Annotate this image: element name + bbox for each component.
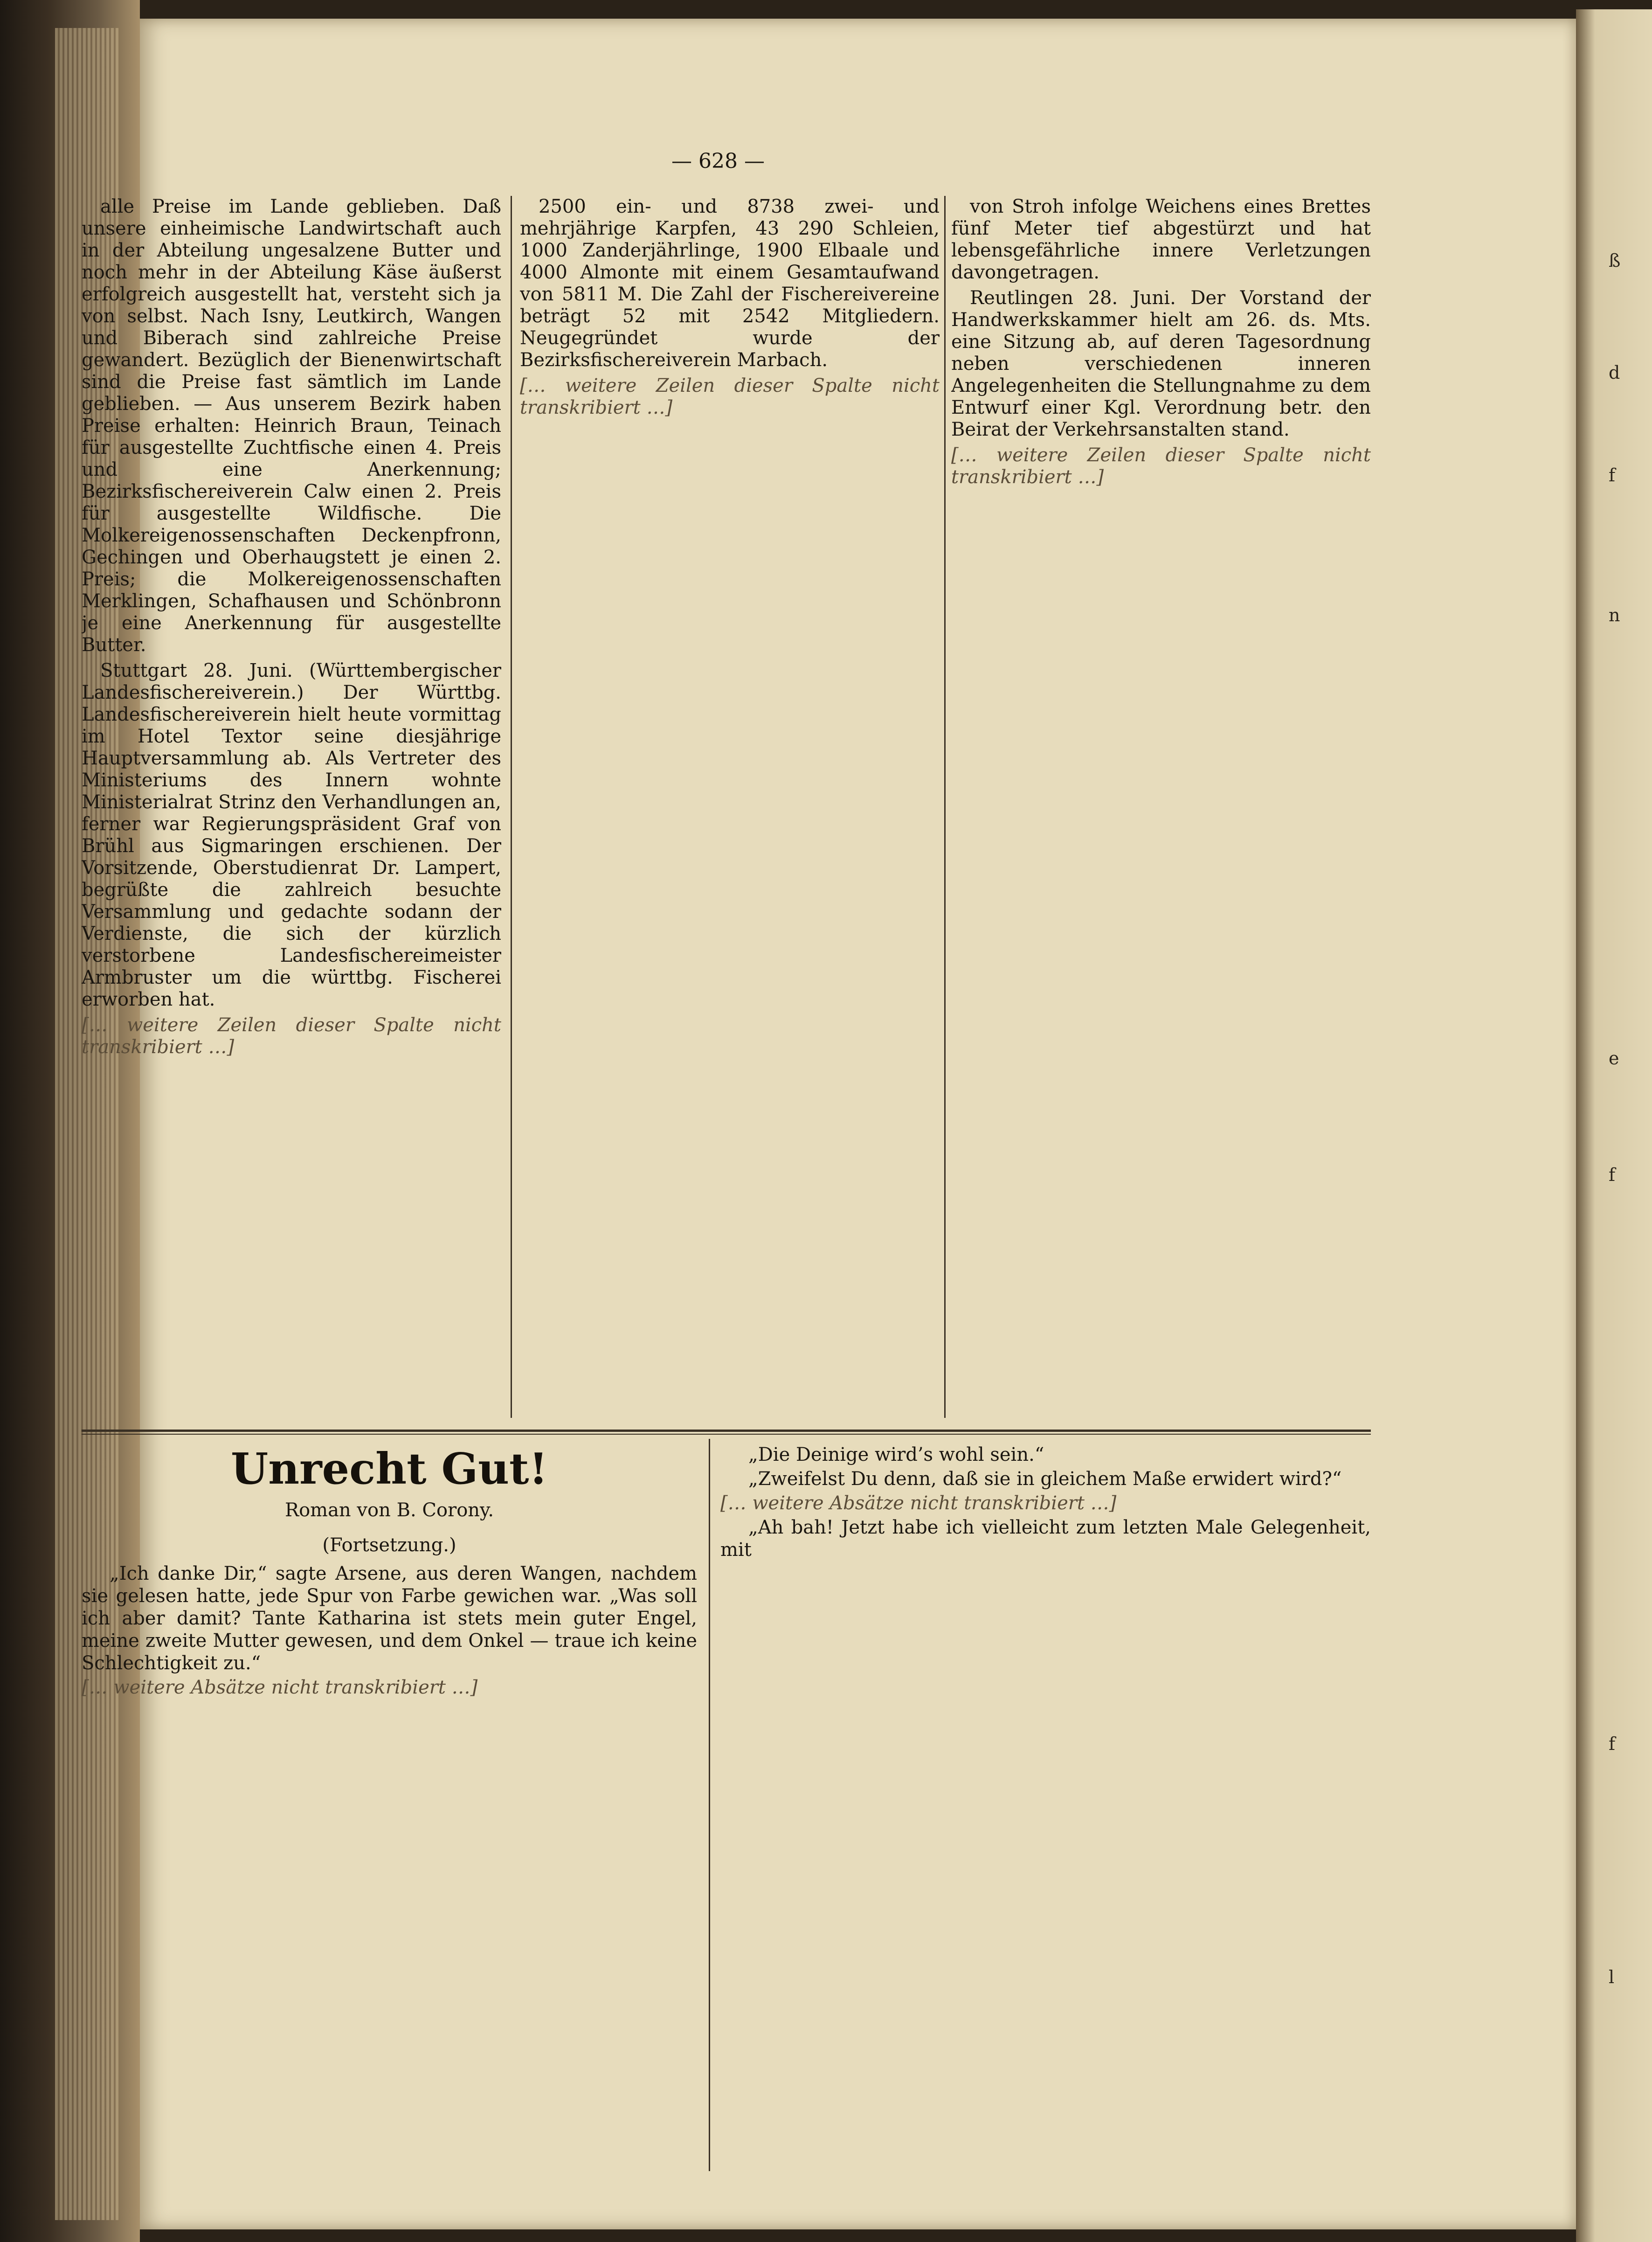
news-paragraph: [… weitere Zeilen dieser Spalte nicht transkribiert …] — [520, 375, 940, 418]
novel-column-1 — [82, 1562, 697, 2169]
page-number: — 628 — — [671, 149, 765, 173]
news-paragraph: [… weitere Zeilen dieser Spalte nicht transkribiert …] — [951, 444, 1371, 488]
news-paragraph: von Stroh infolge Weichens eines Brettes fünf Meter tief abgestürzt und hat lebensgefährliche innere Verletzungen davongetragen. — [951, 196, 1371, 283]
facing-page-fragment: f — [1609, 1165, 1616, 1185]
news-column-2 — [520, 196, 940, 1418]
column-divider — [511, 196, 512, 1418]
novel-author: Roman von B. Corony. — [284, 1499, 494, 1521]
news-column-3 — [951, 196, 1371, 1418]
section-divider — [82, 1430, 1371, 1432]
section-divider-thin — [82, 1434, 1371, 1435]
novel-continuation-note: (Fortsetzung.) — [322, 1534, 456, 1556]
novel-paragraph: [… weitere Absätze nicht transkribiert …] — [720, 1492, 1117, 1514]
novel-title: Unrecht Gut! — [231, 1444, 548, 1494]
news-paragraph: [… weitere Zeilen dieser Spalte nicht transkribiert …] — [82, 1014, 501, 1058]
facing-page-fragment: n — [1609, 605, 1620, 625]
novel-paragraph: „Zweifelst Du denn, daß sie in gleichem Maße erwidert wird?“ — [748, 1468, 1342, 1490]
facing-page-fragment: d — [1609, 362, 1620, 383]
facing-page-fragment: f — [1609, 465, 1616, 486]
news-column-1 — [82, 196, 501, 1418]
column-divider — [944, 196, 946, 1418]
facing-page-fragment: l — [1609, 1967, 1615, 1987]
facing-page-fragment: ß — [1609, 250, 1621, 271]
facing-page-fragment: f — [1609, 1734, 1616, 1754]
novel-paragraph: „Ah bah! Jetzt habe ich vielleicht zum letzten Male Gelegenheit, mit — [720, 1517, 1371, 1561]
news-paragraph: Reutlingen 28. Juni. Der Vorstand der Handwerkskammer hielt am 26. ds. Mts. eine Sitzung ab, auf deren Tagesordnung neben verschiedenen inneren Angelegenheiten die Stellungnahme zu dem Entwurf einer Kgl. Verordnung betr. den Beirat der Verkehrsanstalten stand. — [951, 287, 1371, 440]
novel-paragraph: „Die Deinige wird’s wohl sein.“ — [748, 1444, 1044, 1465]
news-paragraph: 2500 ein- und 8738 zwei- und mehrjährige Karpfen, 43 290 Schleien, 1000 Zanderjährlinge, 1900 Elbaale und 4000 Almonte mit einem Gesamtaufwand von 5811 M. Die Zahl der Fischereivereine beträgt 52 mit 2542 Mitgliedern. Neugegründet wurde der Bezirksfischereiverein Marbach. — [520, 196, 940, 371]
novel-paragraph: [… weitere Absätze nicht transkribiert …] — [82, 1677, 478, 1698]
news-paragraph: Stuttgart 28. Juni. (Württembergischer Landesfischereiverein.) Der Württbg. Landesfischereiverein hielt heute vormittag im Hotel Textor seine diesjährige Hauptversammlung ab. Als Vertreter des Ministeriums des Innern wohnte Ministerialrat Strinz den Verhandlungen an, ferner war Regierungspräsident Graf von Brühl aus Sigmaringen erschienen. Der Vorsitzende, Oberstudienrat Dr. Lampert, begrüßte die zahlreich besuchte Versammlung und gedachte sodann der Verdienste, die sich der kürzlich verstorbene Landesfischereimeister Armbruster um die württbg. Fischerei erworben hat. — [82, 660, 501, 1010]
novel-column-divider — [709, 1439, 710, 2171]
facing-page-fragment: e — [1609, 1048, 1619, 1069]
novel-column-2 — [720, 1444, 1371, 2171]
novel-paragraph: „Ich danke Dir,“ sagte Arsene, aus deren Wangen, nachdem sie gelesen hatte, jede Spur von Farbe gewichen war. „Was soll ich aber damit? Tante Katharina ist stets mein guter Engel, meine zweite Mutter gewesen, und dem Onkel — traue ich keine Schlechtigkeit zu.“ — [82, 1563, 697, 1674]
news-paragraph: alle Preise im Lande geblieben. Daß unsere einheimische Landwirtschaft auch in der Abteilung ungesalzene Butter und noch mehr in der Abteilung Käse äußerst erfolgreich ausgestellt hat, versteht sich ja von selbst. Nach Isny, Leutkirch, Wangen und Biberach sind zahlreiche Preise gewandert. Bezüglich der Bienenwirtschaft sind die Preise fast sämtlich im Lande geblieben. — Aus unserem Bezirk haben Preise erhalten: Heinrich Braun, Teinach für ausgestellte Zuchtfische einen 4. Preis und eine Anerkennung; Bezirksfischereiverein Calw einen 2. Preis für ausgestellte Wildfische. Die Molkereigenossenschaften Deckenpfronn, Gechingen und Oberhaugstett je einen 2. Preis; die Molkereigenossenschaften Merklingen, Schafhausen und Schönbronn je eine Anerkennung für ausgestellte Butter. — [82, 196, 501, 656]
facing-page-edge — [1576, 9, 1652, 2242]
